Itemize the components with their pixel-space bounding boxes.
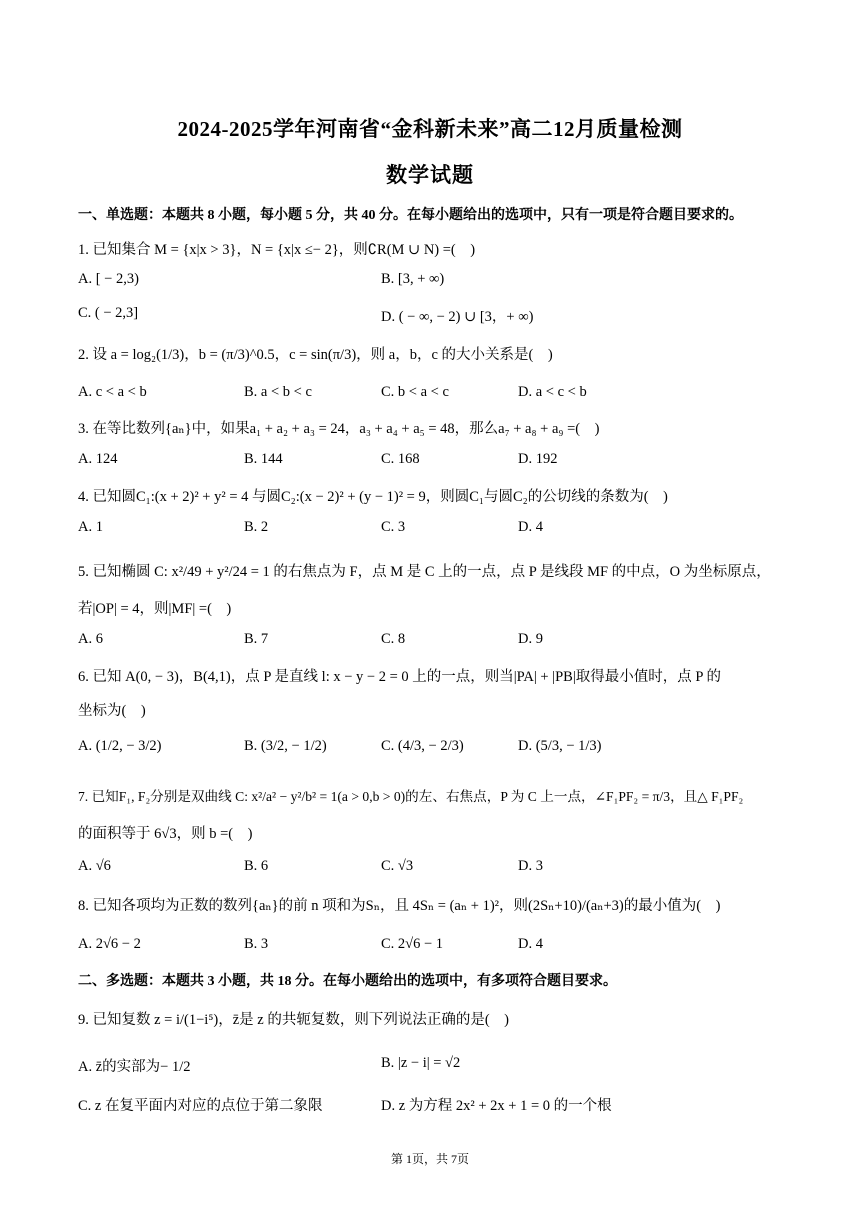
q9-option-c: C. z 在复平面内对应的点位于第二象限: [78, 1098, 323, 1114]
q8-option-c: C. 2√6 − 1: [381, 936, 444, 952]
q1-option-b: B. [3, + ∞): [381, 271, 445, 287]
question-6-options: [78, 738, 798, 762]
q8-option-a: A. 2√6 − 2: [78, 936, 141, 952]
q1-option-c: C. ( − 2,3]: [78, 305, 139, 321]
q3-option-c: C. 168: [381, 451, 420, 467]
q7-option-a: A. √6: [78, 858, 111, 874]
q5-option-d: D. 9: [518, 631, 543, 647]
page-footer: 第 1页，共 7页: [390, 1152, 469, 1166]
question-3-options: [78, 451, 798, 475]
question-7-stem-line-1: 7. 已知F₁, F₂分别是双曲线 C: x²/a² − y²/b² = 1(a > 0,b > 0)的左、右焦点，P 为 C 上一点，∠F₁PF₂ = π/3，且△ F₁PF₂: [78, 789, 744, 804]
q9-option-b: B. |z − i| = √2: [381, 1055, 461, 1071]
question-1-stem: 1. 已知集合 M = {x|x > 3}，N = {x|x ≤− 2}，则∁R(M ∪ N) =( ): [78, 242, 476, 258]
q1-option-a: A. [ − 2,3): [78, 271, 139, 287]
q3-option-d: D. 192: [518, 451, 558, 467]
exam-title: 2024-2025学年河南省“金科新未来”高二12月质量检测: [177, 117, 683, 141]
q3-option-b: B. 144: [244, 451, 283, 467]
q2-option-b: B. a < b < c: [244, 384, 312, 400]
q2-option-d: D. a < c < b: [518, 384, 587, 400]
question-5-stem-line-2: 若|OP| = 4，则|MF| =( ): [78, 601, 232, 617]
q4-option-c: C. 3: [381, 519, 406, 535]
q2-option-a: A. c < a < b: [78, 384, 147, 400]
question-1-options-2: [78, 305, 798, 329]
q7-option-d: D. 3: [518, 858, 543, 874]
question-4-options: [78, 519, 798, 543]
q5-option-b: B. 7: [244, 631, 269, 647]
question-8-stem: 8. 已知各项均为正数的数列{aₙ}的前 n 项和为Sₙ，且 4Sₙ = (aₙ + 1)²，则(2Sₙ+10)/(aₙ+3)的最小值为( ): [78, 898, 721, 914]
q9-option-d: D. z 为方程 2x² + 2x + 1 = 0 的一个根: [381, 1098, 612, 1114]
question-1-options: [78, 271, 798, 295]
question-9-stem: 9. 已知复数 z = i/(1−i⁵)，z̄是 z 的共轭复数，则下列说法正确的是( ): [78, 1012, 509, 1028]
question-7-stem-line-2: 的面积等于 6√3，则 b =( ): [78, 826, 253, 842]
question-2-stem: 2. 设 a = log₂(1/3)，b = (π/3)^0.5，c = sin(π/3)，则 a，b，c 的大小关系是( ): [78, 347, 553, 363]
q4-option-a: A. 1: [78, 519, 103, 535]
q3-option-a: A. 124: [78, 451, 118, 467]
section-heading-multi-choice: 二、多选题：本题共 3 小题，共 18 分。在每小题给出的选项中，有多项符合题目要求。: [78, 974, 617, 989]
q1-option-d: D. ( − ∞, − 2) ∪ [3，+ ∞): [381, 309, 534, 325]
q6-option-b: B. (3/2, − 1/2): [244, 738, 327, 754]
question-4-stem: 4. 已知圆C₁:(x + 2)² + y² = 4 与圆C₂:(x − 2)² + (y − 1)² = 9，则圆C₁与圆C₂的公切线的条数为( ): [78, 489, 668, 505]
question-5-stem-line-1: 5. 已知椭圆 C: x²/49 + y²/24 = 1 的右焦点为 F，点 M 是 C 上的一点，点 P 是线段 MF 的中点，O 为坐标原点，: [78, 564, 771, 580]
question-9-options: [78, 1055, 798, 1079]
q6-option-c: C. (4/3, − 2/3): [381, 738, 464, 754]
q8-option-b: B. 3: [244, 936, 269, 952]
question-6-stem-line-2: 坐标为( ): [78, 703, 146, 719]
q6-option-a: A. (1/2, − 3/2): [78, 738, 162, 754]
q4-option-d: D. 4: [518, 519, 543, 535]
question-5-options: [78, 631, 798, 655]
question-2-options: [78, 384, 798, 408]
question-7-options: [78, 858, 798, 882]
q7-option-b: B. 6: [244, 858, 269, 874]
q4-option-b: B. 2: [244, 519, 269, 535]
q5-option-a: A. 6: [78, 631, 103, 647]
q7-option-c: C. √3: [381, 858, 414, 874]
q9-option-a: A. z̄的实部为− 1/2: [78, 1059, 191, 1075]
q8-option-d: D. 4: [518, 936, 543, 952]
question-6-stem-line-1: 6. 已知 A(0, − 3)，B(4,1)，点 P 是直线 l: x − y − 2 = 0 上的一点，则当|PA| + |PB|取得最小值时，点 P 的: [78, 669, 722, 685]
question-3-stem: 3. 在等比数列{aₙ}中，如果a₁ + a₂ + a₃ = 24，a₃ + a₄ + a₅ = 48，那么a₇ + a₈ + a₉ =( ): [78, 421, 600, 437]
question-8-options: [78, 936, 798, 960]
q6-option-d: D. (5/3, − 1/3): [518, 738, 602, 754]
q5-option-c: C. 8: [381, 631, 406, 647]
question-9-options-2: [78, 1094, 798, 1118]
section-heading-single-choice: 一、单选题：本题共 8 小题，每小题 5 分，共 40 分。在每小题给出的选项中，只有一项是符合题目要求的。: [78, 208, 743, 223]
exam-subtitle: 数学试题: [386, 163, 474, 187]
q2-option-c: C. b < a < c: [381, 384, 449, 400]
